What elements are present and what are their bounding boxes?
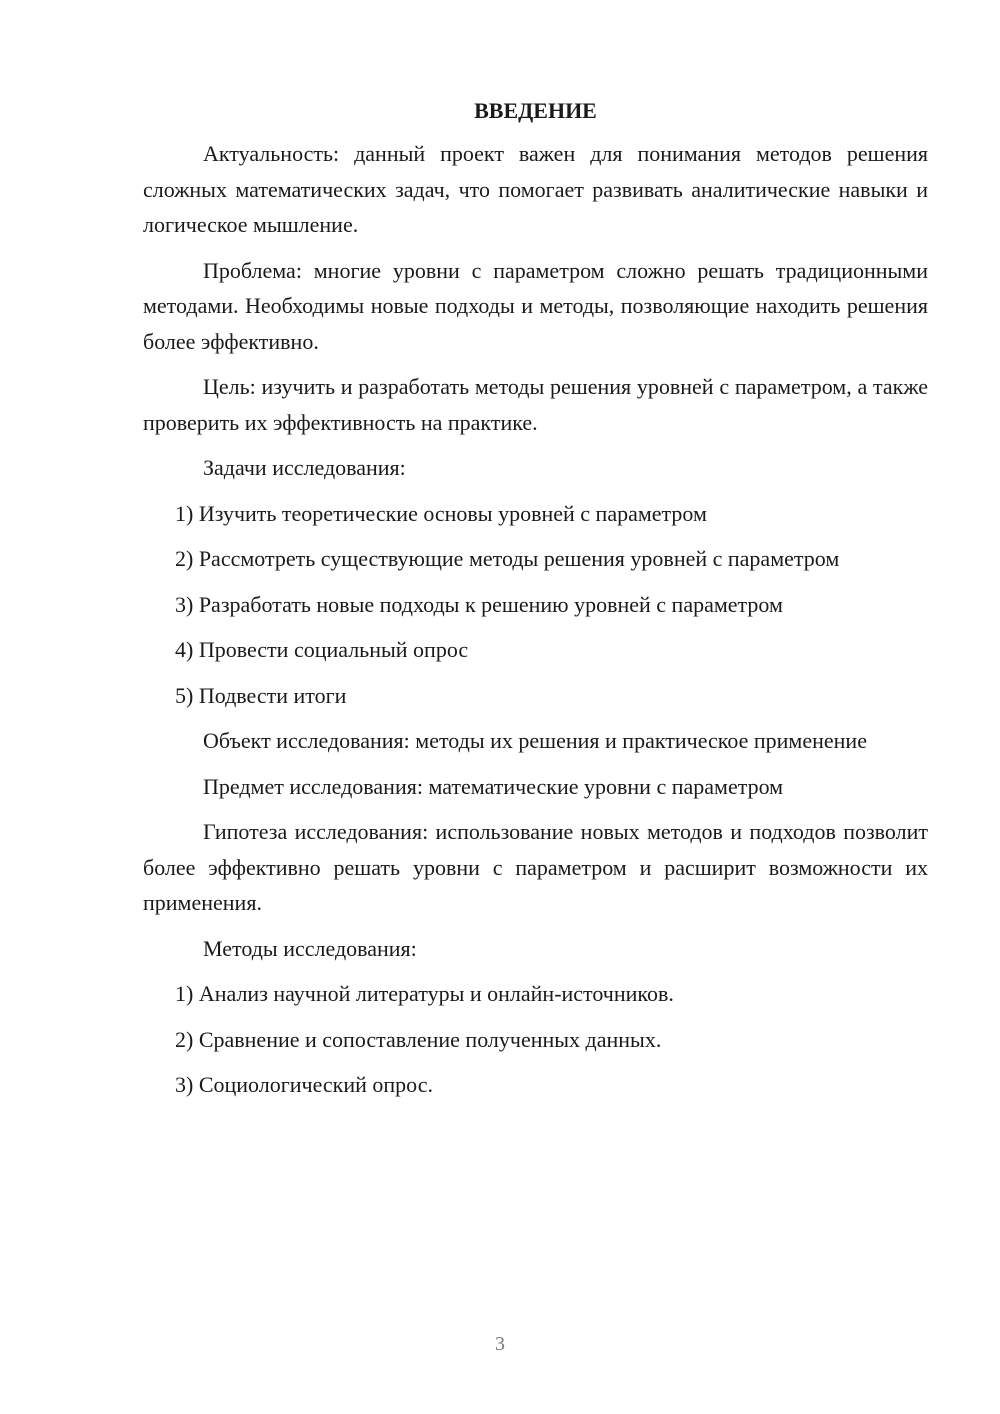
task-item: 5) Подвести итоги: [175, 682, 347, 708]
tasks-heading: Задачи исследования:: [203, 455, 406, 480]
goal-paragraph: Цель: изучить и разработать методы решения уровней с параметром, а также проверить их эффективность на практике.: [143, 374, 928, 435]
subject-paragraph: Предмет исследования: математические уровни с параметром: [203, 773, 784, 799]
relevance-paragraph: Актуальность: данный проект важен для понимания методов решения сложных математических задач, что помогает развивать аналитические навыки и логическое мышление.: [143, 141, 928, 237]
methods-heading: Методы исследования:: [203, 935, 417, 961]
hypothesis-paragraph: Гипотеза исследования: использование новых методов и подходов позволит более эффективно решать уровни с параметром и расширит возможности их применения.: [143, 819, 928, 915]
task-item: 3) Разработать новые подходы к решению уровней с параметром: [175, 591, 783, 617]
object-paragraph: Объект исследования: методы их решения и практическое применение: [203, 728, 867, 753]
page-title: ВВЕДЕНИЕ: [474, 98, 597, 123]
task-item: 2) Рассмотреть существующие методы решения уровней с параметром: [175, 546, 840, 571]
page-number: 3: [495, 1333, 505, 1355]
method-item: 2) Сравнение и сопоставление полученных данных.: [175, 1026, 662, 1052]
task-item: 4) Провести социальный опрос: [175, 637, 469, 662]
method-item: 3) Социологический опрос.: [175, 1072, 433, 1097]
method-item: 1) Анализ научной литературы и онлайн-источников.: [175, 981, 674, 1006]
task-item: 1) Изучить теоретические основы уровней с параметром: [175, 500, 707, 526]
problem-paragraph: Проблема: многие уровни с параметром сложно решать традиционными методами. Необходимы новые подходы и методы, позволяющие находить решения более эффективно.: [143, 257, 928, 354]
document-page: [143, 96, 928, 1113]
